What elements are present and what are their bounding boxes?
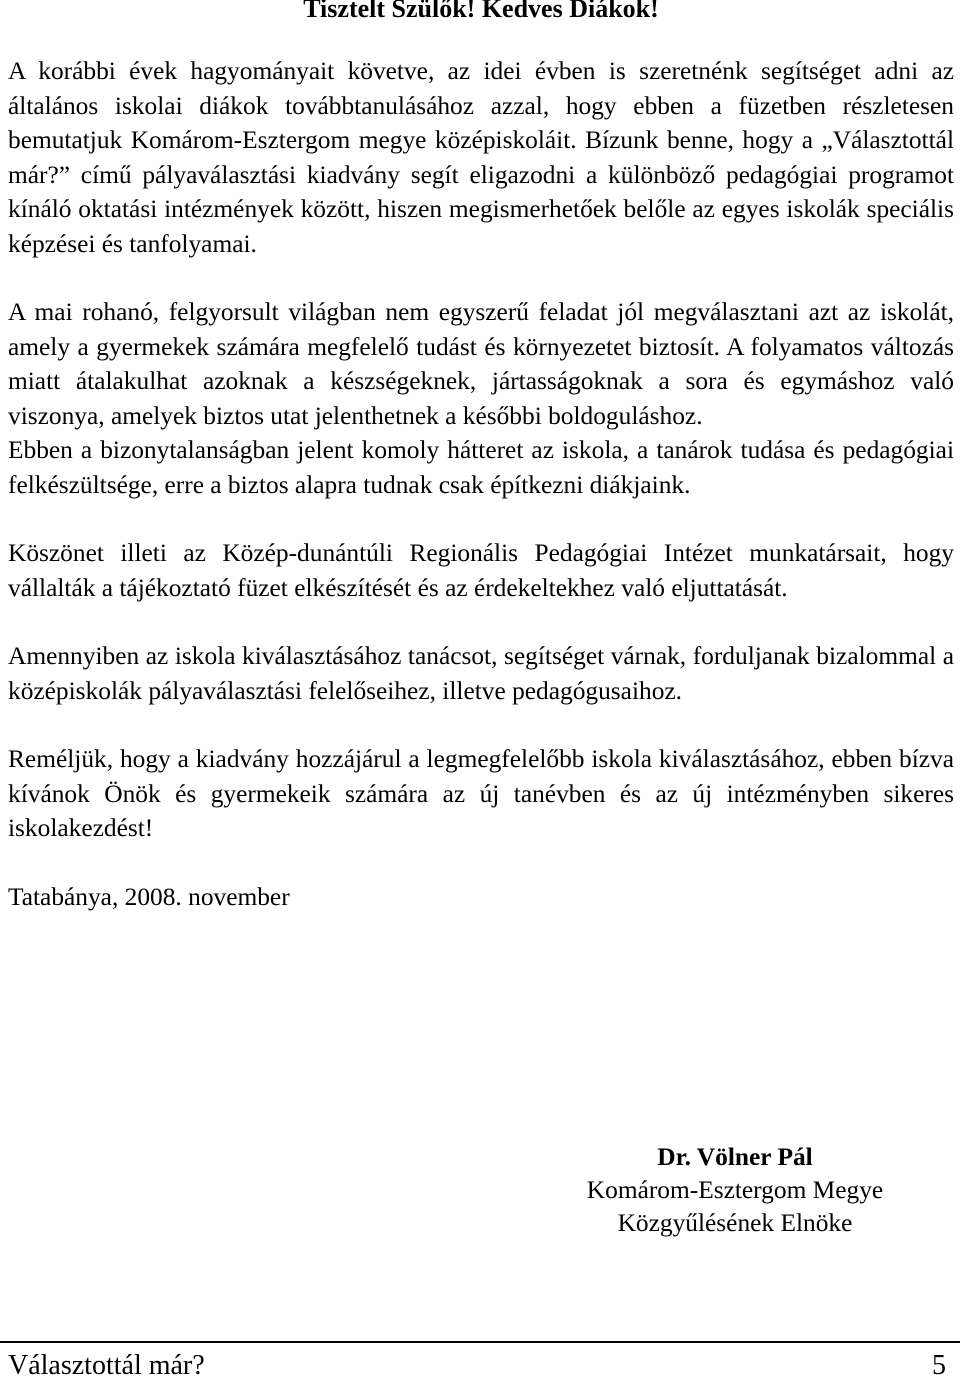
footer-title: Választottál már? [8,1350,205,1381]
signature-block [560,1141,910,1240]
paragraph-thanks: Köszönet illeti az Közép-dunántúli Regionális Pedagógiai Intézet munkatársait, hogy vállalták a tájékoztató füzet elkészítését és az érdekeltekhez való eljuttatását. [8,539,954,602]
signatory-title-line2: Közgyűlésének Elnöke [617,1209,853,1237]
signatory-title-line1: Komárom-Esztergom Megye [586,1176,884,1204]
paragraph-spacer [8,605,954,639]
page-number: 5 [932,1350,946,1381]
footer-divider [0,1341,960,1343]
paragraph-world: A mai rohanó, felgyorsult világban nem egyszerű feladat jól megválasztani azt az iskolát, amely a gyermekek számára megfelelő tudást és környezetet biztosít. A folyamatos változás miatt átalakulhat azoknak a készségeknek, jártasságoknak a sora és egymáshoz való viszonya, amelyek biztos utat jelenthetnek a későbbi boldoguláshoz. [8,298,954,430]
letter-page [8,0,954,914]
paragraph-wishes: Reméljük, hogy a kiadvány hozzájárul a legmegfelelőbb iskola kiválasztásához, ebben bízva kívánok Önök és gyermekeik számára az új tanévben és az új intézményben sikeres iskolakezdést! [8,745,954,842]
paragraph-spacer [8,502,954,536]
place-date: Tatabánya, 2008. november [8,882,290,911]
greeting-heading: Tisztelt Szülők! Kedves Diákok! [303,0,659,23]
paragraph-advice: Amennyiben az iskola kiválasztásához tanácsot, segítséget várnak, forduljanak bizalommal a középiskolák pályaválasztási felelőseihez, illetve pedagógusaihoz. [8,642,954,705]
paragraph-spacer [8,708,954,742]
signatory-name: Dr. Völner Pál [657,1143,813,1171]
paragraph-spacer [8,846,954,880]
paragraph-uncertainty: Ebben a bizonytalanságban jelent komoly hátteret az iskola, a tanárok tudása és pedagógiai felkészültsége, erre a biztos alapra tudnak csak építkezni diákjaink. [8,436,954,499]
paragraph-intro: A korábbi évek hagyományait követve, az idei évben is szeretnénk segítséget adni az általános iskolai diákok továbbtanulásához azzal, hogy ebben a füzetben részletesen bemutatjuk Komárom-Esztergom megye középiskoláit. Bízunk benne, hogy a „Választottál már?” című pályaválasztási kiadvány segít eligazodni a különböző pedagógiai programot kínáló oktatási intézmények között, hiszen megismerhetőek belőle az egyes iskolák speciális képzései és tanfolyamai. [8,57,954,258]
paragraph-spacer [8,261,954,295]
